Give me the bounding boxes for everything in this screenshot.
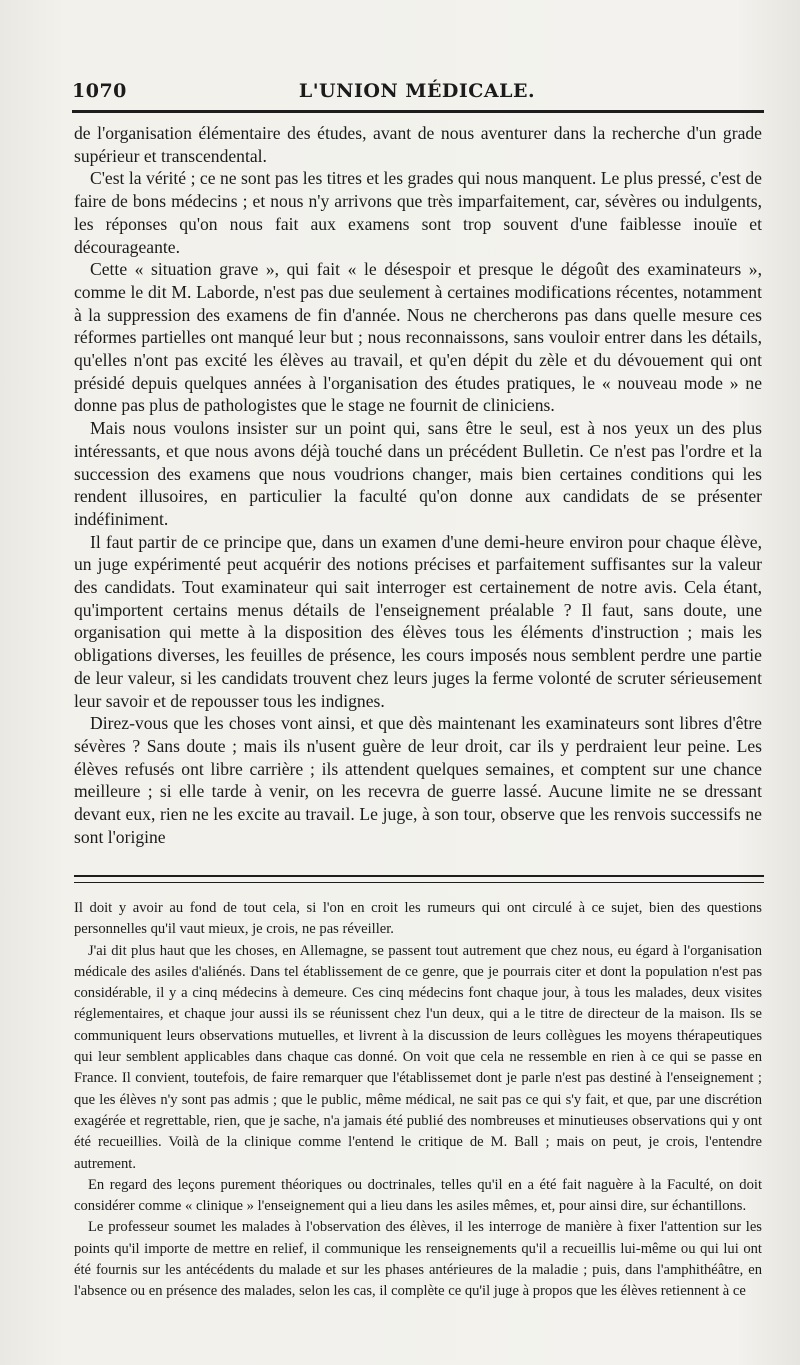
body-paragraph: Mais nous voulons insister sur un point qui, sans être le seul, est à nos yeux un des plus intéressants, et que nous avons déjà touché dans un précédent Bulletin. Ce n'est pas l'ordre et la succession des examens que nous voudrions changer, mais bien certaines conditions qui les rendent illusoires, en particulier la faculté qu'on donne aux candidats de se présenter indéfiniment. (74, 418, 762, 529)
footnote-paragraph: En regard des leçons purement théoriques ou doctrinales, telles qu'il en a été fait naguère à la Faculté, on doit considérer comme « clinique » l'enseignement qui a lieu dans les asiles mêmes, et, pour ainsi dire, sur échantillons. (74, 1176, 762, 1215)
body-paragraph: C'est la vérité ; ce ne sont pas les titres et les grades qui nous manquent. Le plus pressé, c'est de faire de bons médecins ; et nous n'y arrivons que très imparfaitement, car, sévères ou indulgents, les réponses qu'on nous fait aux examens sont trop souvent d'une faiblesse inouïe et décourageante. (74, 168, 762, 257)
body-paragraph: Cette « situation grave », qui fait « le désespoir et presque le dégoût des examinateurs », comme le dit M. Laborde, n'est pas due seulement à certaines modifications récentes, notamment à la suppression des examens de fin d'année. Nous ne chercherons pas dans quelle mesure ces réformes partielles ont manqué leur but ; nous reconnaissons, sans vouloir entrer dans les détails, qu'elles n'ont pas excité les élèves au travail, et qu'en dépit du zèle et du dévouement qui ont présidé depuis quelques années à l'organisation des études pratiques, le « nouveau mode » ne donne pas plus de pathologistes que le stage ne fournit de cliniciens. (74, 259, 762, 416)
footnote-text (74, 898, 762, 1303)
footnote-separator-rule (74, 875, 764, 883)
body-paragraph: de l'organisation élémentaire des études, avant de nous aventurer dans la recherche d'un grade supérieur et transcendental. (74, 123, 762, 166)
footnote-paragraph: J'ai dit plus haut que les choses, en Allemagne, se passent tout autrement que chez nous, eu égard à l'organisation médicale des asiles d'aliénés. Dans tel établissement de ce genre, que je pourrais citer et dont la population n'est pas considérable, il y a cinq médecins à demeure. Ces cinq médecins font chaque jour, à tous les malades, deux visites réglementaires, et chaque jour aussi ils se réunissent chez l'un deux, qui a le titre de directeur de la maison. Ils se communiquent leurs observations mutuelles, et livrent à la discussion de leurs collègues les moyens thérapeutiques qui leur semblent applicables dans chaque cas donné. On voit que cela ne ressemble en rien à ce qui se passe en France. Il convient, toutefois, de faire remarquer que l'établissemet dont je parle n'est pas destiné à l'enseignement ; que les élèves n'y sont pas admis ; que le public, même médical, ne sait pas ce qui s'y fait, et que, par une discrétion exagérée et regrettable, rien, que je sache, n'a jamais été publié des nombreuses et minutieuses observations qui y ont été recueillies. Voilà de la clinique comme l'entend le critique de M. Ball ; mais on peut, je crois, l'entendre autrement. (74, 942, 762, 1172)
body-paragraph: Direz-vous que les choses vont ainsi, et que dès maintenant les examinateurs sont libres d'être sévères ? Sans doute ; mais ils n'usent guère de leur droit, car ils y perdraient leur peine. Les élèves refusés ont libre carrière ; ils attendent quelques semaines, et comptent sur une chance meilleure ; si elle tarde à venir, on les recevra de guerre lassé. Aucune limite ne se dressant devant eux, rien ne les excite au travail. Le juge, à son tour, observe que les renvois successifs ne sont l'origine (74, 713, 762, 847)
header-rule (72, 110, 764, 113)
footnote-paragraph: Il doit y avoir au fond de tout cela, si l'on en croit les rumeurs qui ont circulé à ce sujet, bien des questions personnelles qu'il vaut mieux, je crois, ne pas réveiller. (74, 900, 762, 938)
main-text (74, 122, 762, 849)
page-header (72, 74, 762, 106)
running-title: L'UNION MÉDICALE. (298, 80, 536, 102)
footnote-paragraph: Le professeur soumet les malades à l'observation des élèves, il les interroge de manière à fixer l'attention sur les points qu'il importe de mettre en relief, il communique les renseignements qu'il a recueillis lui-même ou qui lui ont été fournis sur les antécédents du malade et sur les phases antérieures de la maladie ; puis, dans l'amphithéâtre, en l'absence ou en présence des malades, selon les cas, il complète ce qu'il juge à propos que les élèves retiennent à ce (74, 1219, 762, 1300)
page-number: 1070 (72, 80, 127, 102)
body-paragraph: Il faut partir de ce principe que, dans un examen d'une demi-heure environ pour chaque élève, un juge expérimenté peut acquérir des notions précises et parfaitement suffisantes sur la valeur des candidats. Tout examinateur qui sait interroger est certainement de notre avis. Cela étant, qu'importent certains menus détails de l'enseignement préalable ? Il faut, sans doute, une organisation qui mette à la disposition des élèves tous les éléments d'instruction ; mais les obligations diverses, les feuilles de présence, les cours imposés nous semblent perdre une partie de leur valeur, si les candidats trouvent chez leurs juges la ferme volonté de scruter sérieusement leur savoir et de repousser tous les indignes. (74, 531, 762, 711)
